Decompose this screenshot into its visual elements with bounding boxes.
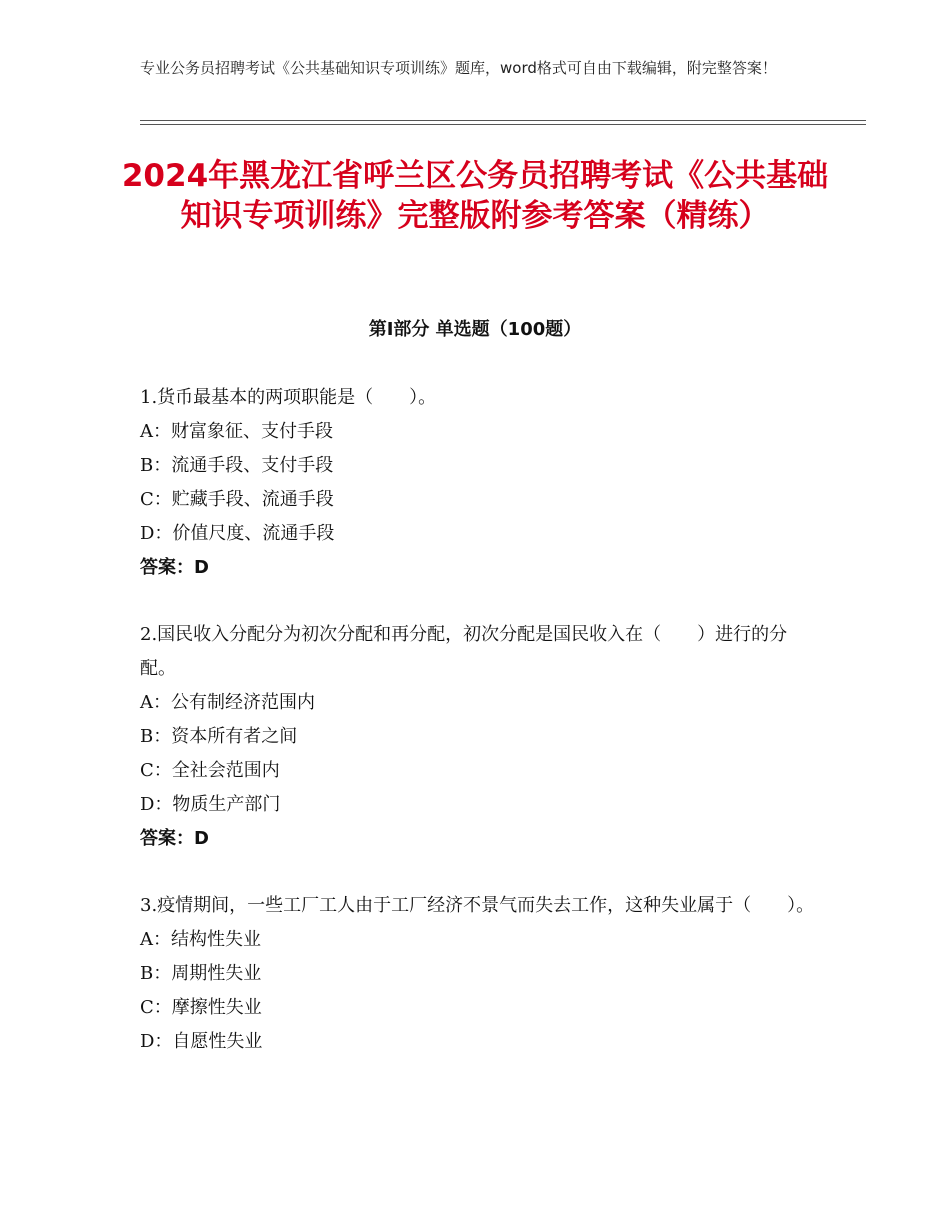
option-b: B：资本所有者之间	[140, 726, 298, 747]
section-title: 第I部分 单选题（100题）	[368, 319, 582, 340]
option-d: D：自愿性失业	[140, 1031, 263, 1052]
question-3	[140, 889, 820, 1059]
option-b: B：流通手段、支付手段	[140, 455, 334, 476]
header-divider	[140, 120, 866, 125]
option-b: B：周期性失业	[140, 963, 262, 984]
document-title: 2024年黑龙江省呼兰区公务员招聘考试《公共基础知识专项训练》完整版附参考答案（精练）	[121, 158, 829, 234]
answer: 答案：D	[140, 828, 209, 849]
header-note: 专业公务员招聘考试《公共基础知识专项训练》题库，word格式可自由下载编辑，附完整答案！	[140, 59, 777, 77]
question-stem: 3.疫情期间，一些工厂工人由于工厂经济不景气而失去工作，这种失业属于（ ）。	[140, 895, 815, 916]
question-list	[140, 381, 820, 1092]
option-d: D：物质生产部门	[140, 794, 281, 815]
option-c: C：贮藏手段、流通手段	[140, 489, 334, 510]
option-c: C：全社会范围内	[140, 760, 280, 781]
option-a: A：结构性失业	[140, 929, 261, 950]
option-a: A：公有制经济范围内	[140, 692, 315, 713]
question-stem: 1.货币最基本的两项职能是（ ）。	[140, 387, 437, 408]
option-c: C：摩擦性失业	[140, 997, 262, 1018]
question-stem: 2.国民收入分配分为初次分配和再分配，初次分配是国民收入在（ ）进行的分配。	[140, 624, 788, 679]
answer: 答案：D	[140, 557, 209, 578]
option-a: A：财富象征、支付手段	[140, 421, 333, 442]
question-2	[140, 618, 820, 856]
option-d: D：价值尺度、流通手段	[140, 523, 335, 544]
question-1	[140, 381, 820, 585]
